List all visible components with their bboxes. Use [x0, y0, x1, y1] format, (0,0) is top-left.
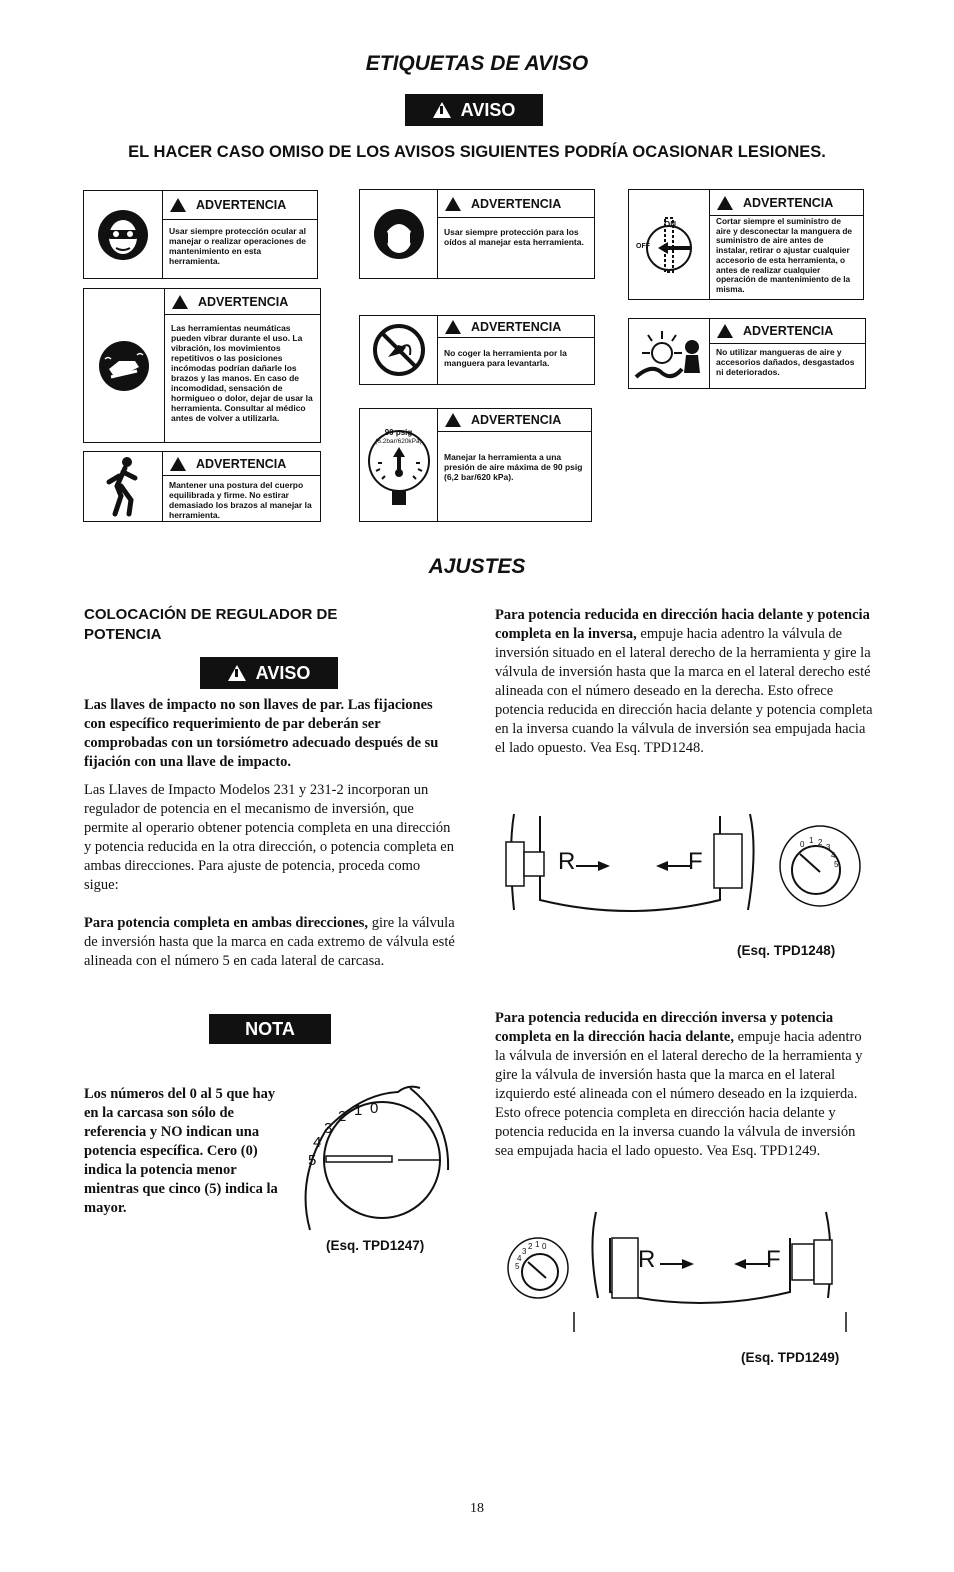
label-text: No utilizar mangueras de aire y accesorios dañados, desgastados ni deteriorados. — [716, 347, 855, 377]
warning-triangle-icon — [717, 324, 733, 338]
label-eye-protection — [83, 190, 318, 279]
warning-triangle-icon — [433, 102, 451, 118]
section-heading: COLOCACIÓN DE REGULADOR DE POTENCIA — [84, 606, 338, 643]
label-posture — [83, 451, 321, 522]
label-text: Manejar la herramienta a una presión de aire máxima de 90 psig (6,2 bar/620 kPa). — [444, 452, 583, 482]
aviso-banner-2: AVISO — [200, 657, 338, 689]
ear-muffs-icon — [360, 190, 438, 278]
hose-burst-icon — [629, 319, 710, 388]
warning-triangle-icon — [170, 198, 186, 212]
label-heading: ADVERTENCIA — [709, 190, 863, 216]
page-title: ETIQUETAS DE AVISO — [365, 52, 589, 75]
reduced-forward-paragraph: Para potencia reducida en dirección hacia delante y potencia completa en la inversa, empuje hacia adentro la válvula de inversión situado en el lateral derecho de la herramienta y gire la válvula de inversión hasta que la marca en el lateral derecho esté alineada con el número deseado en la derecha. Esto ofrece potencia reducida en dirección hacia delante y potencia completa en la inversa cuando la válvula de inversión sea empujada hacia el lado opuesto. Vea Esq. TPD1248. — [495, 607, 873, 756]
label-text: Usar siempre protección ocular al manejar o realizar operaciones de mantenimiento en esta herramienta. — [169, 226, 307, 266]
label-text: Mantener una postura del cuerpo equilibrada y firme. No estirar demasiado los brazos al manejar la herramienta. — [169, 480, 312, 520]
pressure-gauge-icon — [360, 409, 438, 521]
label-hose-carry — [359, 315, 595, 385]
standing-person-icon — [84, 452, 163, 521]
figure-tpd1247: 0 1 2 3 4 5 — [290, 1080, 450, 1240]
goggles-icon — [84, 191, 163, 278]
label-text: Cortar siempre el suministro de aire y desconectar la manguera de suministro de aire antes de instalar, retirar o ajustar cualquier accesorio de esta herramienta, o antes de realizar cualquier operación de mantenimiento de la misma. — [716, 216, 853, 294]
gauge-bar: (6.2bar/620kPa) — [375, 438, 422, 445]
reduced-reverse-paragraph: Para potencia reducida en dirección inversa y potencia completa en la dirección hacia delante, empuje hacia adentro la válvula de inversión en el lateral derecho de la herramienta y gire la válvula de inversión hasta que la marca en el lateral izquierdo esté alineada con el número deseado en la izquierda. Esto ofrece potencia completa en dirección hacia delante y potencia reducida en la inversa cuando la válvula de inversión sea empujada hacia el lado opuesto. Vea Esq. TPD1249. — [495, 1010, 863, 1159]
warning-triangle-icon — [445, 413, 461, 427]
label-ear-protection — [359, 189, 595, 279]
full-power-paragraph: Para potencia completa en ambas direcciones, gire la válvula de inversión hasta que la marca en cada extremo de válvula esté alineada con el número 5 en cada lateral de carcasa. — [84, 915, 455, 969]
aviso-banner — [405, 94, 543, 126]
forward-letter: F — [766, 1246, 781, 1273]
figure-tpd1248: R F 0 1 2 3 4 5 — [500, 810, 865, 920]
label-text: No coger la herramienta por la manguera para levantarla. — [444, 348, 567, 368]
valve-off-label: OFF — [636, 242, 650, 250]
vibrating-hands-icon — [84, 289, 165, 442]
nota-banner: NOTA — [209, 1014, 331, 1044]
label-vibration — [83, 288, 321, 443]
label-damaged-hoses — [628, 318, 866, 389]
aviso-text: Las llaves de impacto no son llaves de par. Las fijaciones con específico requerimiento de par deberán ser comprobadas con un torsiómetro adecuado después de su fijación con una llave de impacto. — [84, 697, 439, 770]
injury-warning-text: EL HACER CASO OMISO DE LOS AVISOS SIGUIENTES PODRÍA OCASIONAR LESIONES. — [128, 143, 826, 161]
nota-text: Los números del 0 al 5 que hay en la carcasa son sólo de referencia y NO indican una potencia específica. Cero (0) indica la potencia menor mientras que cinco (5) indica la mayor. — [84, 1086, 278, 1216]
label-heading: ADVERTENCIA — [162, 452, 320, 476]
caption-tpd1248: (Esq. TPD1248) — [737, 943, 836, 958]
label-air-off — [628, 189, 864, 300]
intro-paragraph: Las Llaves de Impacto Modelos 231 y 231-2 incorporan un regulador de potencia en el mecanismo de inversión, que permite al operario obtener potencia completa en una dirección y potencia reducida en la otra dirección, o potencia completa en ambas direcciones. Para ajuste de potencia, proceda como sigue: — [84, 782, 454, 893]
warning-triangle-icon — [228, 665, 246, 681]
label-heading: ADVERTENCIA — [437, 409, 591, 432]
warning-triangle-icon — [717, 196, 733, 210]
warning-triangle-icon — [445, 320, 461, 334]
caption-tpd1247: (Esq. TPD1247) — [326, 1238, 425, 1253]
label-air-pressure — [359, 408, 592, 522]
warning-triangle-icon — [172, 295, 188, 309]
label-heading: ADVERTENCIA — [164, 289, 320, 315]
label-heading: ADVERTENCIA — [162, 191, 317, 220]
caption-tpd1249: (Esq. TPD1249) — [741, 1350, 840, 1365]
air-valve-off-icon — [629, 190, 710, 299]
label-text: Las herramientas neumáticas pueden vibrar durante el uso. La vibración, los movimientos repetitivos o las posiciones incómodas podrían dañarle los brazos y las manos. En caso de incomodidad, sensación de hormigueo o dolor, dejar de usar la herramienta. Consultar al médico antes de volver a utilizarla. — [171, 323, 313, 423]
aviso-banner-label: AVISO — [460, 99, 516, 120]
valve-on-label: ON — [664, 219, 676, 229]
label-heading: ADVERTENCIA — [709, 319, 865, 344]
warning-triangle-icon — [445, 197, 461, 211]
label-heading: ADVERTENCIA — [437, 190, 594, 218]
gauge-psig: 90 psig — [384, 428, 413, 437]
reverse-letter: R — [558, 848, 576, 875]
warning-triangle-icon — [170, 457, 186, 471]
label-text: Usar siempre protección para los oídos al manejar esta herramienta. — [444, 227, 584, 247]
forward-letter: F — [688, 848, 703, 875]
page-number: 18 — [470, 1501, 484, 1516]
no-carry-by-hose-icon — [360, 316, 438, 384]
ajustes-title: AJUSTES — [428, 555, 526, 578]
reverse-letter: R — [638, 1246, 656, 1273]
label-heading: ADVERTENCIA — [437, 316, 594, 338]
figure-tpd1249: R F 0 1 2 3 4 5 — [500, 1208, 865, 1338]
